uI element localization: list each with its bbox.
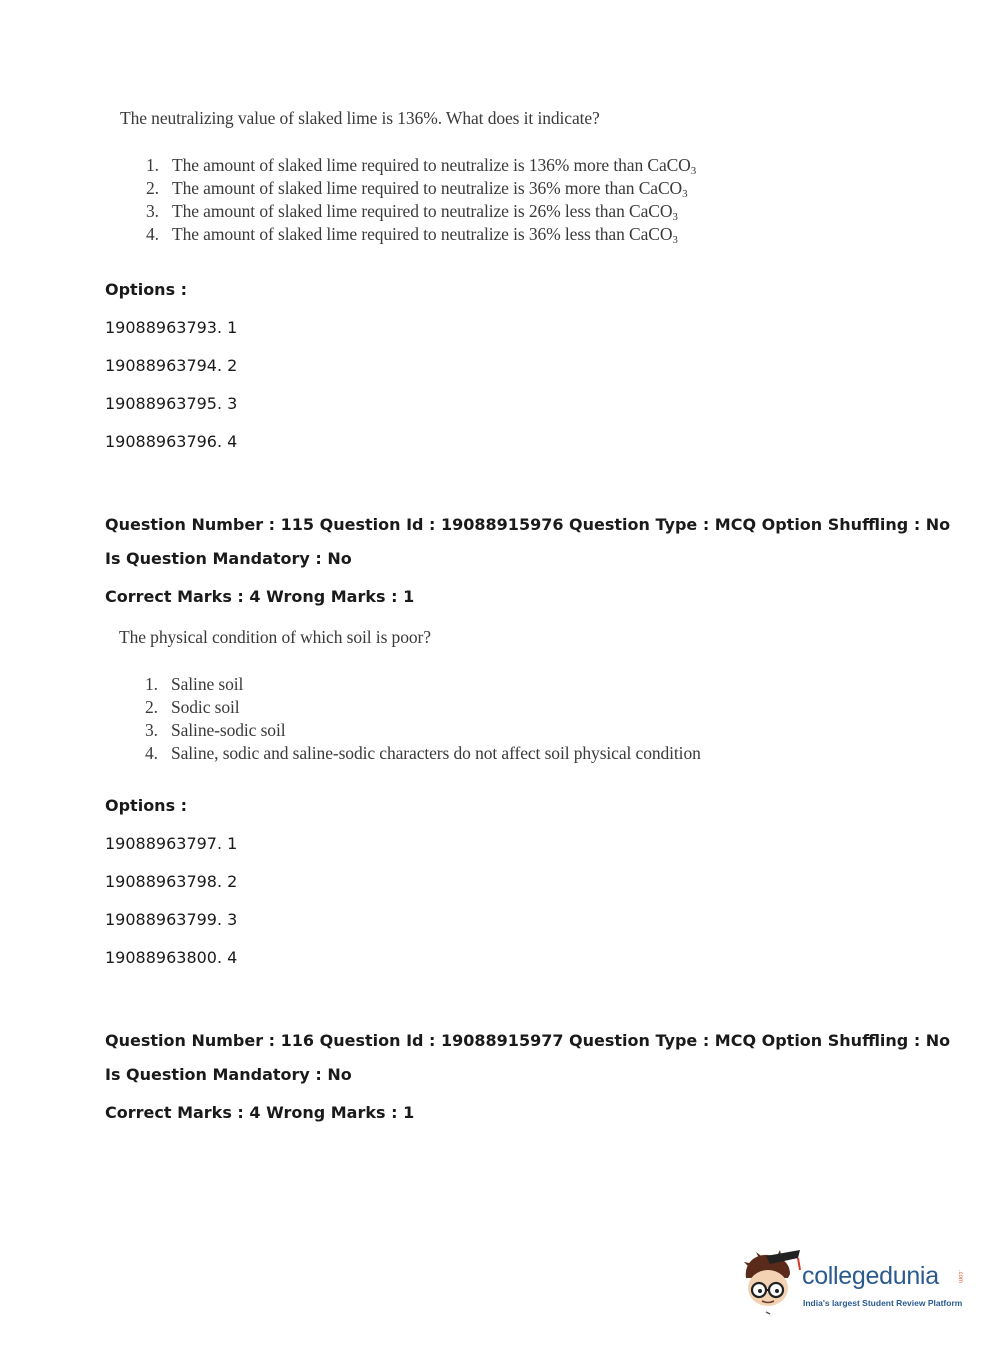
option-item: 19088963799. 3 xyxy=(105,910,238,929)
option-item: 19088963798. 2 xyxy=(105,872,238,891)
options-label: Options : xyxy=(105,796,188,815)
choice-number: 3. xyxy=(145,720,158,740)
choice-number: 4. xyxy=(145,743,158,763)
options-label: Options : xyxy=(105,280,188,299)
choice-item xyxy=(146,155,696,177)
question-marks: Correct Marks : 4 Wrong Marks : 1 xyxy=(105,1103,415,1122)
choice-text: The amount of slaked lime required to neutralize is 36% less than CaCO xyxy=(172,224,673,244)
collegedunia-logo xyxy=(740,1248,970,1318)
choice-number: 1. xyxy=(145,674,158,694)
question-marks: Correct Marks : 4 Wrong Marks : 1 xyxy=(105,587,415,606)
choice-item xyxy=(145,674,243,695)
option-item: 19088963793. 1 xyxy=(105,318,238,337)
choice-text: Sodic soil xyxy=(171,697,240,717)
question-header: Question Number : 115 Question Id : 19088915976 Question Type : MCQ Option Shuffling : No xyxy=(105,515,951,534)
choice-text: Saline-sodic soil xyxy=(171,720,286,740)
question-text: The neutralizing value of slaked lime is 136%. What does it indicate? xyxy=(120,108,600,128)
choice-item xyxy=(146,224,678,246)
choice-text: Saline, sodic and saline-sodic characters do not affect soil physical condition xyxy=(171,743,701,763)
question-mandatory: Is Question Mandatory : No xyxy=(105,549,352,568)
question-mandatory: Is Question Mandatory : No xyxy=(105,1065,352,1084)
choice-subscript: 3 xyxy=(672,234,678,246)
choice-item xyxy=(146,201,678,223)
option-item: 19088963795. 3 xyxy=(105,394,238,413)
choice-number: 2. xyxy=(146,178,159,198)
choice-number: 2. xyxy=(145,697,158,717)
option-item: 19088963800. 4 xyxy=(105,948,238,967)
choice-text: The amount of slaked lime required to neutralize is 136% more than CaCO xyxy=(172,155,691,175)
choice-text: The amount of slaked lime required to neutralize is 26% less than CaCO xyxy=(172,201,673,221)
choice-number: 3. xyxy=(146,201,159,221)
logo-wordmark: collegedunia xyxy=(802,1262,939,1290)
choice-item xyxy=(145,743,701,764)
question-text: The physical condition of which soil is poor? xyxy=(119,627,431,647)
choice-item xyxy=(145,720,285,741)
choice-item xyxy=(146,178,687,200)
option-item: 19088963794. 2 xyxy=(105,356,238,375)
logo-com: .com xyxy=(957,1270,963,1284)
choice-subscript: 3 xyxy=(690,165,697,177)
choice-subscript: 3 xyxy=(682,188,688,200)
option-item: 19088963797. 1 xyxy=(105,834,238,853)
choice-number: 1. xyxy=(146,155,159,175)
choice-text: Saline soil xyxy=(171,674,244,694)
mascot-icon xyxy=(740,1248,802,1318)
choice-text: The amount of slaked lime required to neutralize is 36% more than CaCO xyxy=(172,178,683,198)
choice-number: 4. xyxy=(146,224,159,244)
choice-item xyxy=(145,697,240,718)
option-item: 19088963796. 4 xyxy=(105,432,238,451)
logo-tagline: India's largest Student Review Platform xyxy=(803,1298,963,1308)
question-header: Question Number : 116 Question Id : 19088915977 Question Type : MCQ Option Shuffling : No xyxy=(105,1031,951,1050)
choice-subscript: 3 xyxy=(672,211,678,223)
